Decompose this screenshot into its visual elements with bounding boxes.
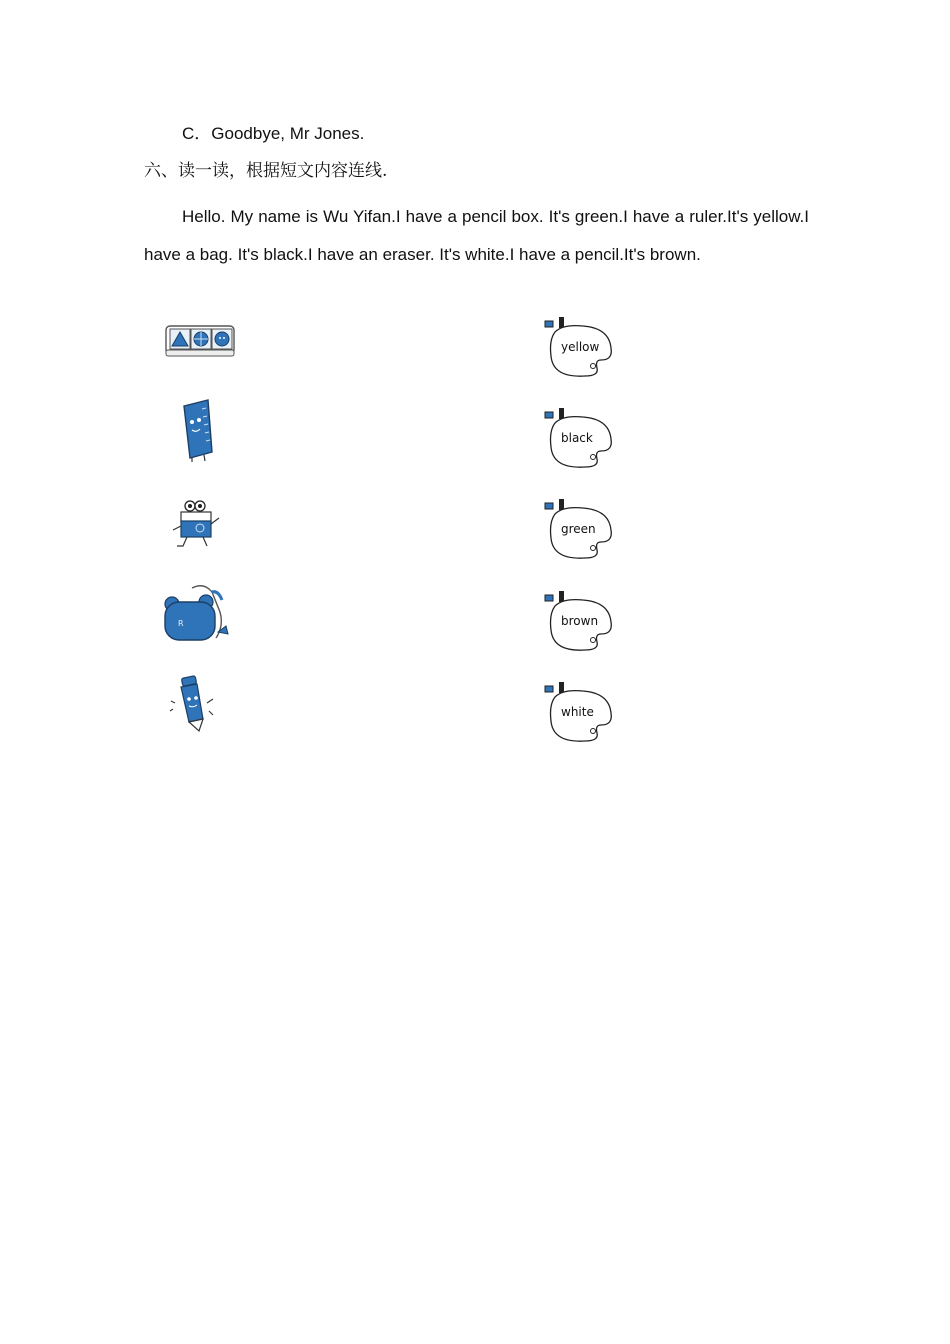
palette-white[interactable] (543, 681, 615, 745)
color-label-green: green (561, 522, 596, 536)
palette-green[interactable] (543, 498, 615, 562)
section-title: 六、读一读，根据短文内容连线. (144, 161, 388, 181)
reading-passage: Hello. My name is Wu Yifan.I have a pencil box. It's green.I have a ruler.It's yellow.I have a bag. It's black.I have an eraser. It's white.I have a pencil.It's brown. (144, 207, 809, 264)
palette-brown[interactable] (543, 590, 615, 654)
pencil-box-icon[interactable] (163, 318, 237, 367)
pencil-icon[interactable] (169, 675, 217, 742)
color-label-black: black (561, 431, 593, 445)
color-label-brown: brown (561, 614, 599, 628)
option-c: C．Goodbye, Mr Jones. (182, 124, 365, 143)
ruler-icon[interactable] (172, 398, 218, 469)
bag-icon[interactable] (162, 582, 232, 649)
eraser-icon[interactable] (169, 496, 225, 559)
color-label-white: white (561, 705, 594, 719)
palette-yellow[interactable] (543, 316, 615, 380)
color-label-yellow: yellow (561, 340, 600, 354)
palette-black[interactable] (543, 407, 615, 471)
svg-text:R: R (178, 619, 184, 628)
